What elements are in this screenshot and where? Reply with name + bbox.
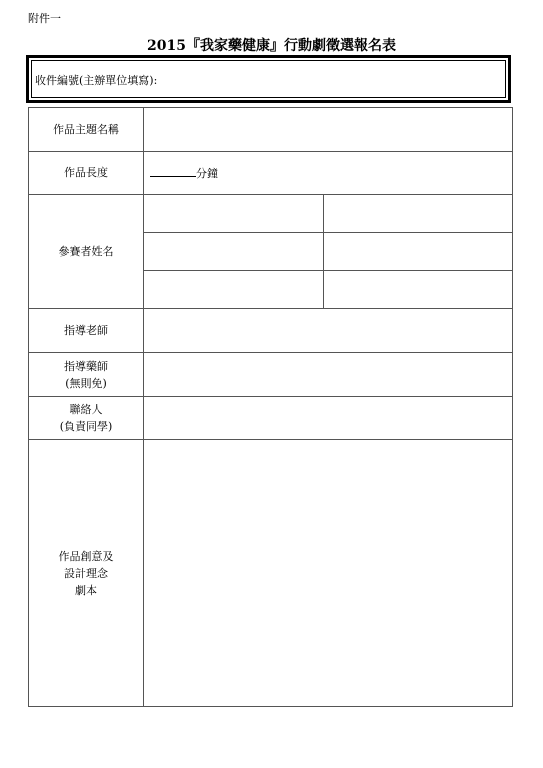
participant-name-field[interactable] [144, 195, 324, 233]
row-teacher [29, 309, 513, 353]
row-work-length [29, 152, 513, 195]
row-participants-1 [29, 195, 513, 233]
participant-name-field[interactable] [324, 233, 513, 271]
concept-label-line: 設計理念 [64, 566, 108, 580]
work-length-label: 作品長度 [29, 152, 144, 195]
contact-label [29, 397, 144, 440]
length-unit: 分鐘 [196, 167, 218, 180]
participant-name-field[interactable] [324, 271, 513, 309]
registration-form-table [28, 107, 513, 707]
participant-name-field[interactable] [144, 271, 324, 309]
work-title-field[interactable] [144, 108, 513, 152]
contact-label-line: 聯絡人 [69, 403, 103, 416]
pharmacist-label-line: 指導藥師 [64, 359, 108, 373]
participants-label: 參賽者姓名 [29, 195, 144, 309]
work-title-label: 作品主題名稱 [29, 108, 144, 152]
length-blank[interactable] [150, 165, 196, 177]
contact-label-note: (負責同學) [59, 420, 113, 433]
contact-field[interactable] [144, 397, 513, 440]
row-work-title [29, 108, 513, 152]
pharmacist-label [29, 353, 144, 397]
row-contact [29, 397, 513, 440]
participant-name-field[interactable] [324, 195, 513, 233]
receipt-number-box [26, 55, 511, 103]
work-length-field[interactable] [144, 152, 513, 195]
concept-label-line: 劇本 [75, 583, 97, 597]
participant-name-field[interactable] [144, 233, 324, 271]
teacher-field[interactable] [144, 309, 513, 353]
row-pharmacist [29, 353, 513, 397]
pharmacist-field[interactable] [144, 353, 513, 397]
receipt-number-label: 收件編號(主辦單位填寫): [35, 74, 158, 87]
concept-label [29, 440, 144, 707]
page-title: 2015『我家藥健康』行動劇徵選報名表 [147, 38, 396, 54]
pharmacist-label-note: (無則免) [65, 376, 107, 390]
annex-label: 附件一 [28, 12, 61, 25]
row-concept [29, 440, 513, 707]
teacher-label: 指導老師 [29, 309, 144, 353]
concept-script-field[interactable] [144, 440, 513, 707]
concept-label-line: 作品創意及 [58, 549, 114, 563]
